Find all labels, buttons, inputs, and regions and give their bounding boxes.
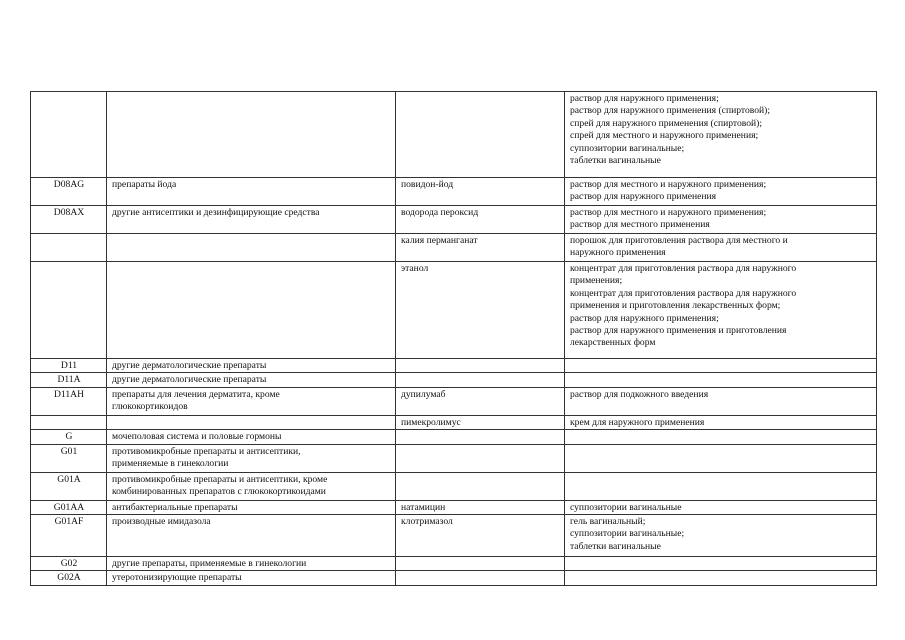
drug-table [30, 91, 877, 586]
dosage-form-line: таблетки вагинальные [570, 155, 661, 167]
dosage-form-line: концентрат для приготовления раствора для наружного [570, 263, 797, 274]
anatomical-therapeutic-name-cell: другие дерматологические препараты [107, 359, 396, 373]
anatomical-therapeutic-name-cell: препараты йода [107, 178, 396, 206]
anatomical-therapeutic-name-cell: антибактериальные препараты [107, 500, 396, 514]
dosage-form-line: суппозитории вагинальные [570, 501, 682, 513]
anatomical-therapeutic-name-cell [107, 92, 396, 178]
atc-code-cell [31, 234, 107, 262]
table-row [31, 387, 877, 415]
table-row [31, 206, 877, 234]
anatomical-therapeutic-name-cell: другие препараты, применяемые в гинекологии [107, 557, 396, 571]
inn-cell [396, 472, 565, 500]
dosage-form-line: раствор для местного и наружного применения; [570, 179, 767, 190]
anatomical-therapeutic-name-cell [107, 387, 396, 415]
anatomical-therapeutic-name-cell [107, 472, 396, 500]
atc-code-cell: D11AH [31, 387, 107, 415]
atc-code-cell: G02 [31, 557, 107, 571]
anatomical-therapeutic-name-cell [107, 415, 396, 429]
anatomical-therapeutic-name-cell [107, 234, 396, 262]
table-row [31, 178, 877, 206]
atc-code-cell [31, 415, 107, 429]
atc-code-cell: G01AF [31, 515, 107, 557]
table-row [31, 415, 877, 429]
inn-cell [396, 92, 565, 178]
name-text: препараты для лечения дерматита, кроме глюкокортикоидов [112, 388, 280, 413]
dosage-form-line: раствор для наружного применения; [570, 312, 719, 324]
dosage-form-line: гель вагинальный; [570, 516, 646, 528]
inn-cell [396, 557, 565, 571]
atc-code-cell: D11A [31, 373, 107, 387]
dosage-forms-cell [565, 92, 877, 178]
anatomical-therapeutic-name-cell: производные имидазола [107, 515, 396, 557]
table-row [31, 373, 877, 387]
atc-code-cell: G01A [31, 472, 107, 500]
dosage-form-line: применения и приготовления лекарственных форм; [570, 300, 781, 312]
atc-code-cell [31, 262, 107, 359]
table-row [31, 359, 877, 373]
name-text: противомикробные препараты и антисептики, применяемые в гинекологии [112, 445, 301, 470]
dosage-forms-cell [565, 472, 877, 500]
inn-cell [396, 444, 565, 472]
dosage-form-line: крем для наружного применения [570, 416, 705, 428]
inn-cell: водорода пероксид [396, 206, 565, 234]
atc-code-cell: G02A [31, 571, 107, 585]
dosage-forms-cell [565, 415, 877, 429]
dosage-forms-cell [565, 234, 877, 262]
inn-cell: дупилумаб [396, 387, 565, 415]
anatomical-therapeutic-name-cell: другие дерматологические препараты [107, 373, 396, 387]
drug-table-body [31, 92, 877, 586]
atc-code-cell: D08AG [31, 178, 107, 206]
inn-cell [396, 373, 565, 387]
dosage-form-line: раствор для наружного применения и приготовления [570, 325, 787, 337]
dosage-form-line: раствор для местного применения [570, 219, 710, 231]
dosage-form-line: раствор для подкожного введения [570, 388, 709, 400]
inn-cell: натамицин [396, 500, 565, 514]
dosage-form-line: раствор для наружного применения [570, 191, 717, 203]
anatomical-therapeutic-name-cell: другие антисептики и дезинфицирующие средства [107, 206, 396, 234]
dosage-forms-cell [565, 557, 877, 571]
inn-cell [396, 430, 565, 444]
dosage-forms-cell [565, 444, 877, 472]
atc-code-cell [31, 92, 107, 178]
atc-code-cell: G01 [31, 444, 107, 472]
dosage-form-line: суппозитории вагинальные; [570, 142, 685, 154]
inn-cell: этанол [396, 262, 565, 359]
inn-cell [396, 571, 565, 585]
inn-cell: пимекролимус [396, 415, 565, 429]
table-row [31, 472, 877, 500]
table-row [31, 92, 877, 178]
anatomical-therapeutic-name-cell: мочеполовая система и половые гормоны [107, 430, 396, 444]
atc-code-cell: G01AA [31, 500, 107, 514]
dosage-forms-cell [565, 500, 877, 514]
table-row [31, 430, 877, 444]
inn-cell: повидон-йод [396, 178, 565, 206]
inn-cell [396, 359, 565, 373]
dosage-form-line: раствор для местного и наружного применения; [570, 207, 767, 218]
dosage-forms-cell [565, 206, 877, 234]
dosage-form-line: порошок для приготовления раствора для местного и [570, 235, 788, 246]
dosage-forms-cell [565, 178, 877, 206]
dosage-form-line: концентрат для приготовления раствора для наружного [570, 287, 797, 299]
dosage-form-line: применения; [570, 275, 623, 287]
anatomical-therapeutic-name-cell: утеротонизирующие препараты [107, 571, 396, 585]
table-row [31, 515, 877, 557]
dosage-form-line: спрей для наружного применения (спиртовой); [570, 117, 763, 129]
table-row [31, 571, 877, 585]
table-row [31, 500, 877, 514]
dosage-form-line: раствор для наружного применения (спиртовой); [570, 105, 771, 117]
table-row [31, 234, 877, 262]
dosage-form-line: таблетки вагинальные [570, 540, 661, 552]
dosage-forms-cell [565, 387, 877, 415]
atc-code-cell: G [31, 430, 107, 444]
dosage-form-line: раствор для наружного применения; [570, 93, 719, 104]
atc-code-cell: D11 [31, 359, 107, 373]
atc-code-cell: D08AX [31, 206, 107, 234]
dosage-forms-cell [565, 359, 877, 373]
table-row [31, 262, 877, 359]
table-row [31, 557, 877, 571]
anatomical-therapeutic-name-cell [107, 262, 396, 359]
dosage-form-line: наружного применения [570, 247, 666, 259]
table-row [31, 444, 877, 472]
anatomical-therapeutic-name-cell [107, 444, 396, 472]
dosage-form-line: суппозитории вагинальные; [570, 528, 685, 540]
dosage-forms-cell [565, 571, 877, 585]
dosage-forms-cell [565, 430, 877, 444]
name-text: противомикробные препараты и антисептики, кроме комбинированных препаратов с глюкокортикоидами [112, 473, 328, 498]
inn-cell: калия перманганат [396, 234, 565, 262]
dosage-form-line: спрей для местного и наружного применения; [570, 130, 759, 142]
dosage-forms-cell [565, 262, 877, 359]
dosage-forms-cell [565, 515, 877, 557]
dosage-form-line: лекарственных форм [570, 337, 656, 349]
dosage-forms-cell [565, 373, 877, 387]
inn-cell: клотримазол [396, 515, 565, 557]
